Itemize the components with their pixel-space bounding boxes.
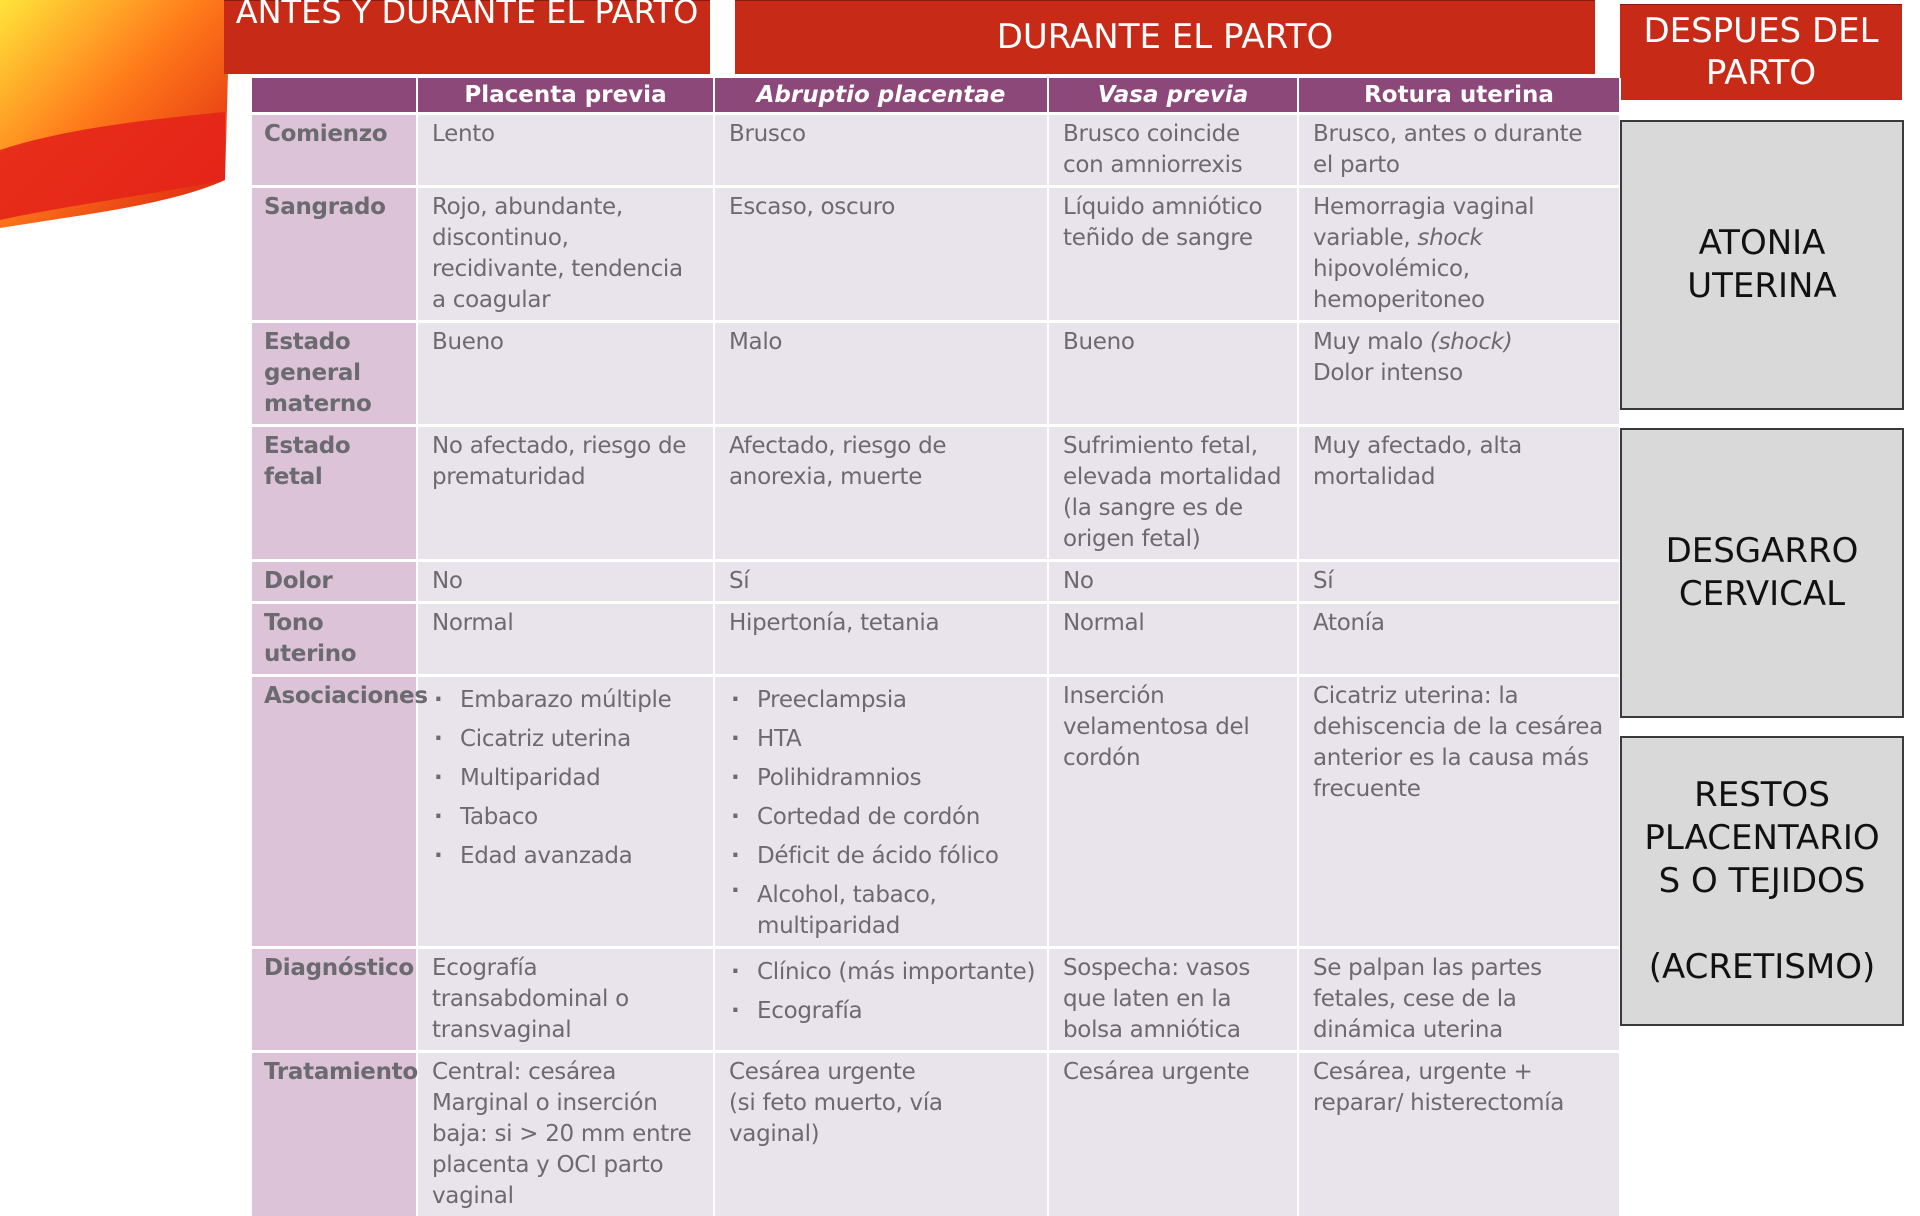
tratamiento-placenta-line-1: Central: cesárea [432, 1057, 703, 1088]
side-box-3-line-3: S O TEJIDOS [1659, 860, 1866, 903]
side-box-3-line-1: RESTOS [1694, 774, 1830, 817]
cell-comienzo-placenta: Lento [417, 114, 714, 187]
cell-diagnostico-rotura: Se palpan las partes fetales, cese de la dinámica uterina [1298, 948, 1620, 1052]
row-label-diagnostico: Diagnóstico [252, 948, 417, 1052]
cell-estado-general-rotura [1298, 322, 1620, 426]
table-row [252, 603, 1620, 676]
list-item: · Clínico (más importante) [729, 953, 1037, 992]
header-empty [252, 78, 417, 114]
side-box-restos-placentarios [1620, 736, 1904, 1026]
estado-general-rotura-text-a: Muy malo [1313, 329, 1430, 355]
side-box-1-line-2: UTERINA [1687, 265, 1836, 308]
list-item: · Tabaco [432, 798, 703, 837]
asociaciones-placenta-list [432, 681, 703, 876]
cell-sangrado-abruptio: Escaso, oscuro [714, 187, 1048, 322]
cell-tratamiento-abruptio [714, 1052, 1048, 1216]
cell-tono-rotura: Atonía [1298, 603, 1620, 676]
estado-general-rotura-text-c: Dolor intenso [1313, 360, 1463, 386]
table-row [252, 948, 1620, 1052]
row-label-estado-general: Estado general materno [252, 322, 417, 426]
list-item: · Déficit de ácido fólico [729, 837, 1037, 876]
cell-tratamiento-placenta [417, 1052, 714, 1216]
cell-estado-fetal-vasa: Sufrimiento fetal, elevada mortalidad (la sangre es de origen fetal) [1048, 426, 1298, 561]
cell-diagnostico-abruptio [714, 948, 1048, 1052]
side-box-3-line-4: (ACRETISMO) [1649, 946, 1876, 989]
banner-before-during [224, 0, 710, 74]
row-label-asociaciones: Asociaciones [252, 676, 417, 948]
estado-general-rotura-text-b: (shock) [1430, 329, 1512, 355]
cell-estado-general-vasa: Bueno [1048, 322, 1298, 426]
tratamiento-abruptio-line-2: (si feto muerto, vía vaginal) [729, 1088, 1037, 1150]
cell-estado-fetal-rotura: Muy afectado, alta mortalidad [1298, 426, 1620, 561]
cell-tono-placenta: Normal [417, 603, 714, 676]
diagnostico-abruptio-list [729, 953, 1037, 1031]
row-label-tratamiento: Tratamiento [252, 1052, 417, 1216]
sangrado-rotura-text-c: hipovolémico, hemoperitoneo [1313, 256, 1485, 313]
header-abruptio-placentae: Abruptio placentae [714, 78, 1048, 114]
table-header-row [252, 78, 1620, 114]
cell-asociaciones-rotura: Cicatriz uterina: la dehiscencia de la cesárea anterior es la causa más frecuente [1298, 676, 1620, 948]
banner-before-during-text: ANTES Y DURANTE EL PARTO [224, 0, 710, 32]
list-item: · Multiparidad [432, 759, 703, 798]
cell-comienzo-rotura: Brusco, antes o durante el parto [1298, 114, 1620, 187]
comparison-table-wrapper [252, 78, 1620, 1076]
list-item: · Polihidramnios [729, 759, 1037, 798]
banner-during [735, 0, 1595, 74]
row-label-tono-uterino: Tono uterino [252, 603, 417, 676]
cell-tratamiento-rotura: Cesárea, urgente + reparar/ histerectomía [1298, 1052, 1620, 1216]
cell-estado-fetal-abruptio: Afectado, riesgo de anorexia, muerte [714, 426, 1048, 561]
table-row [252, 322, 1620, 426]
tratamiento-placenta-line-2: Marginal o inserción baja: si > 20 mm entre placenta y OCI parto vaginal [432, 1088, 703, 1212]
cell-sangrado-vasa: Líquido amniótico teñido de sangre [1048, 187, 1298, 322]
cell-estado-general-placenta: Bueno [417, 322, 714, 426]
header-placenta-previa: Placenta previa [417, 78, 714, 114]
cell-diagnostico-placenta: Ecografía transabdominal o transvaginal [417, 948, 714, 1052]
cell-dolor-rotura: Sí [1298, 561, 1620, 603]
side-box-1-line-1: ATONIA [1699, 222, 1826, 265]
list-item: · Embarazo múltiple [432, 681, 703, 720]
list-item: · Edad avanzada [432, 837, 703, 876]
row-label-comienzo: Comienzo [252, 114, 417, 187]
list-item: · Ecografía [729, 992, 1037, 1031]
cell-sangrado-placenta: Rojo, abundante, discontinuo, recidivante, tendencia a coagular [417, 187, 714, 322]
table-row [252, 187, 1620, 322]
header-vasa-previa [1048, 78, 1298, 114]
table-row [252, 1052, 1620, 1216]
list-item: · HTA [729, 720, 1037, 759]
cell-dolor-placenta: No [417, 561, 714, 603]
banner-after-text: DESPUES DEL PARTO [1643, 11, 1878, 93]
cell-dolor-abruptio: Sí [714, 561, 1048, 603]
asociaciones-abruptio-list [729, 681, 1037, 942]
cell-asociaciones-vasa: Inserción velamentosa del cordón [1048, 676, 1298, 948]
side-box-atonia-uterina [1620, 120, 1904, 410]
sangrado-rotura-text-a: Hemorragia vaginal variable, [1313, 194, 1534, 251]
row-label-dolor: Dolor [252, 561, 417, 603]
list-item: · Cortedad de cordón [729, 798, 1037, 837]
banner-after [1620, 4, 1902, 100]
banner-during-text: DURANTE EL PARTO [997, 17, 1334, 57]
comparison-table [252, 78, 1621, 1216]
cell-tratamiento-vasa: Cesárea urgente [1048, 1052, 1298, 1216]
flame-decoration [0, 0, 230, 230]
side-box-2-line-2: CERVICAL [1679, 573, 1845, 616]
side-box-desgarro-cervical [1620, 428, 1904, 718]
cell-comienzo-abruptio: Brusco [714, 114, 1048, 187]
cell-tono-abruptio: Hipertonía, tetania [714, 603, 1048, 676]
cell-comienzo-vasa: Brusco coincide con amniorrexis [1048, 114, 1298, 187]
row-label-estado-fetal: Estado fetal [252, 426, 417, 561]
cell-estado-fetal-placenta: No afectado, riesgo de prematuridad [417, 426, 714, 561]
side-box-3-line-2: PLACENTARIO [1644, 817, 1879, 860]
list-item: · Alcohol, tabaco, multiparidad [729, 876, 1037, 942]
tratamiento-abruptio-line-1: Cesárea urgente [729, 1057, 1037, 1088]
cell-asociaciones-placenta [417, 676, 714, 948]
header-vasa-previa-text: Vasa previa [1098, 82, 1249, 108]
list-item: · Preeclampsia [729, 681, 1037, 720]
header-rotura-uterina: Rotura uterina [1298, 78, 1620, 114]
cell-estado-general-abruptio: Malo [714, 322, 1048, 426]
row-label-sangrado: Sangrado [252, 187, 417, 322]
sangrado-rotura-text-b: shock [1417, 225, 1482, 251]
table-row [252, 114, 1620, 187]
table-row [252, 561, 1620, 603]
cell-asociaciones-abruptio [714, 676, 1048, 948]
side-box-2-line-1: DESGARRO [1666, 530, 1859, 573]
list-item: · Cicatriz uterina [432, 720, 703, 759]
cell-diagnostico-vasa: Sospecha: vasos que laten en la bolsa amniótica [1048, 948, 1298, 1052]
table-row [252, 426, 1620, 561]
cell-dolor-vasa: No [1048, 561, 1298, 603]
cell-tono-vasa: Normal [1048, 603, 1298, 676]
cell-sangrado-rotura [1298, 187, 1620, 322]
table-row [252, 676, 1620, 948]
